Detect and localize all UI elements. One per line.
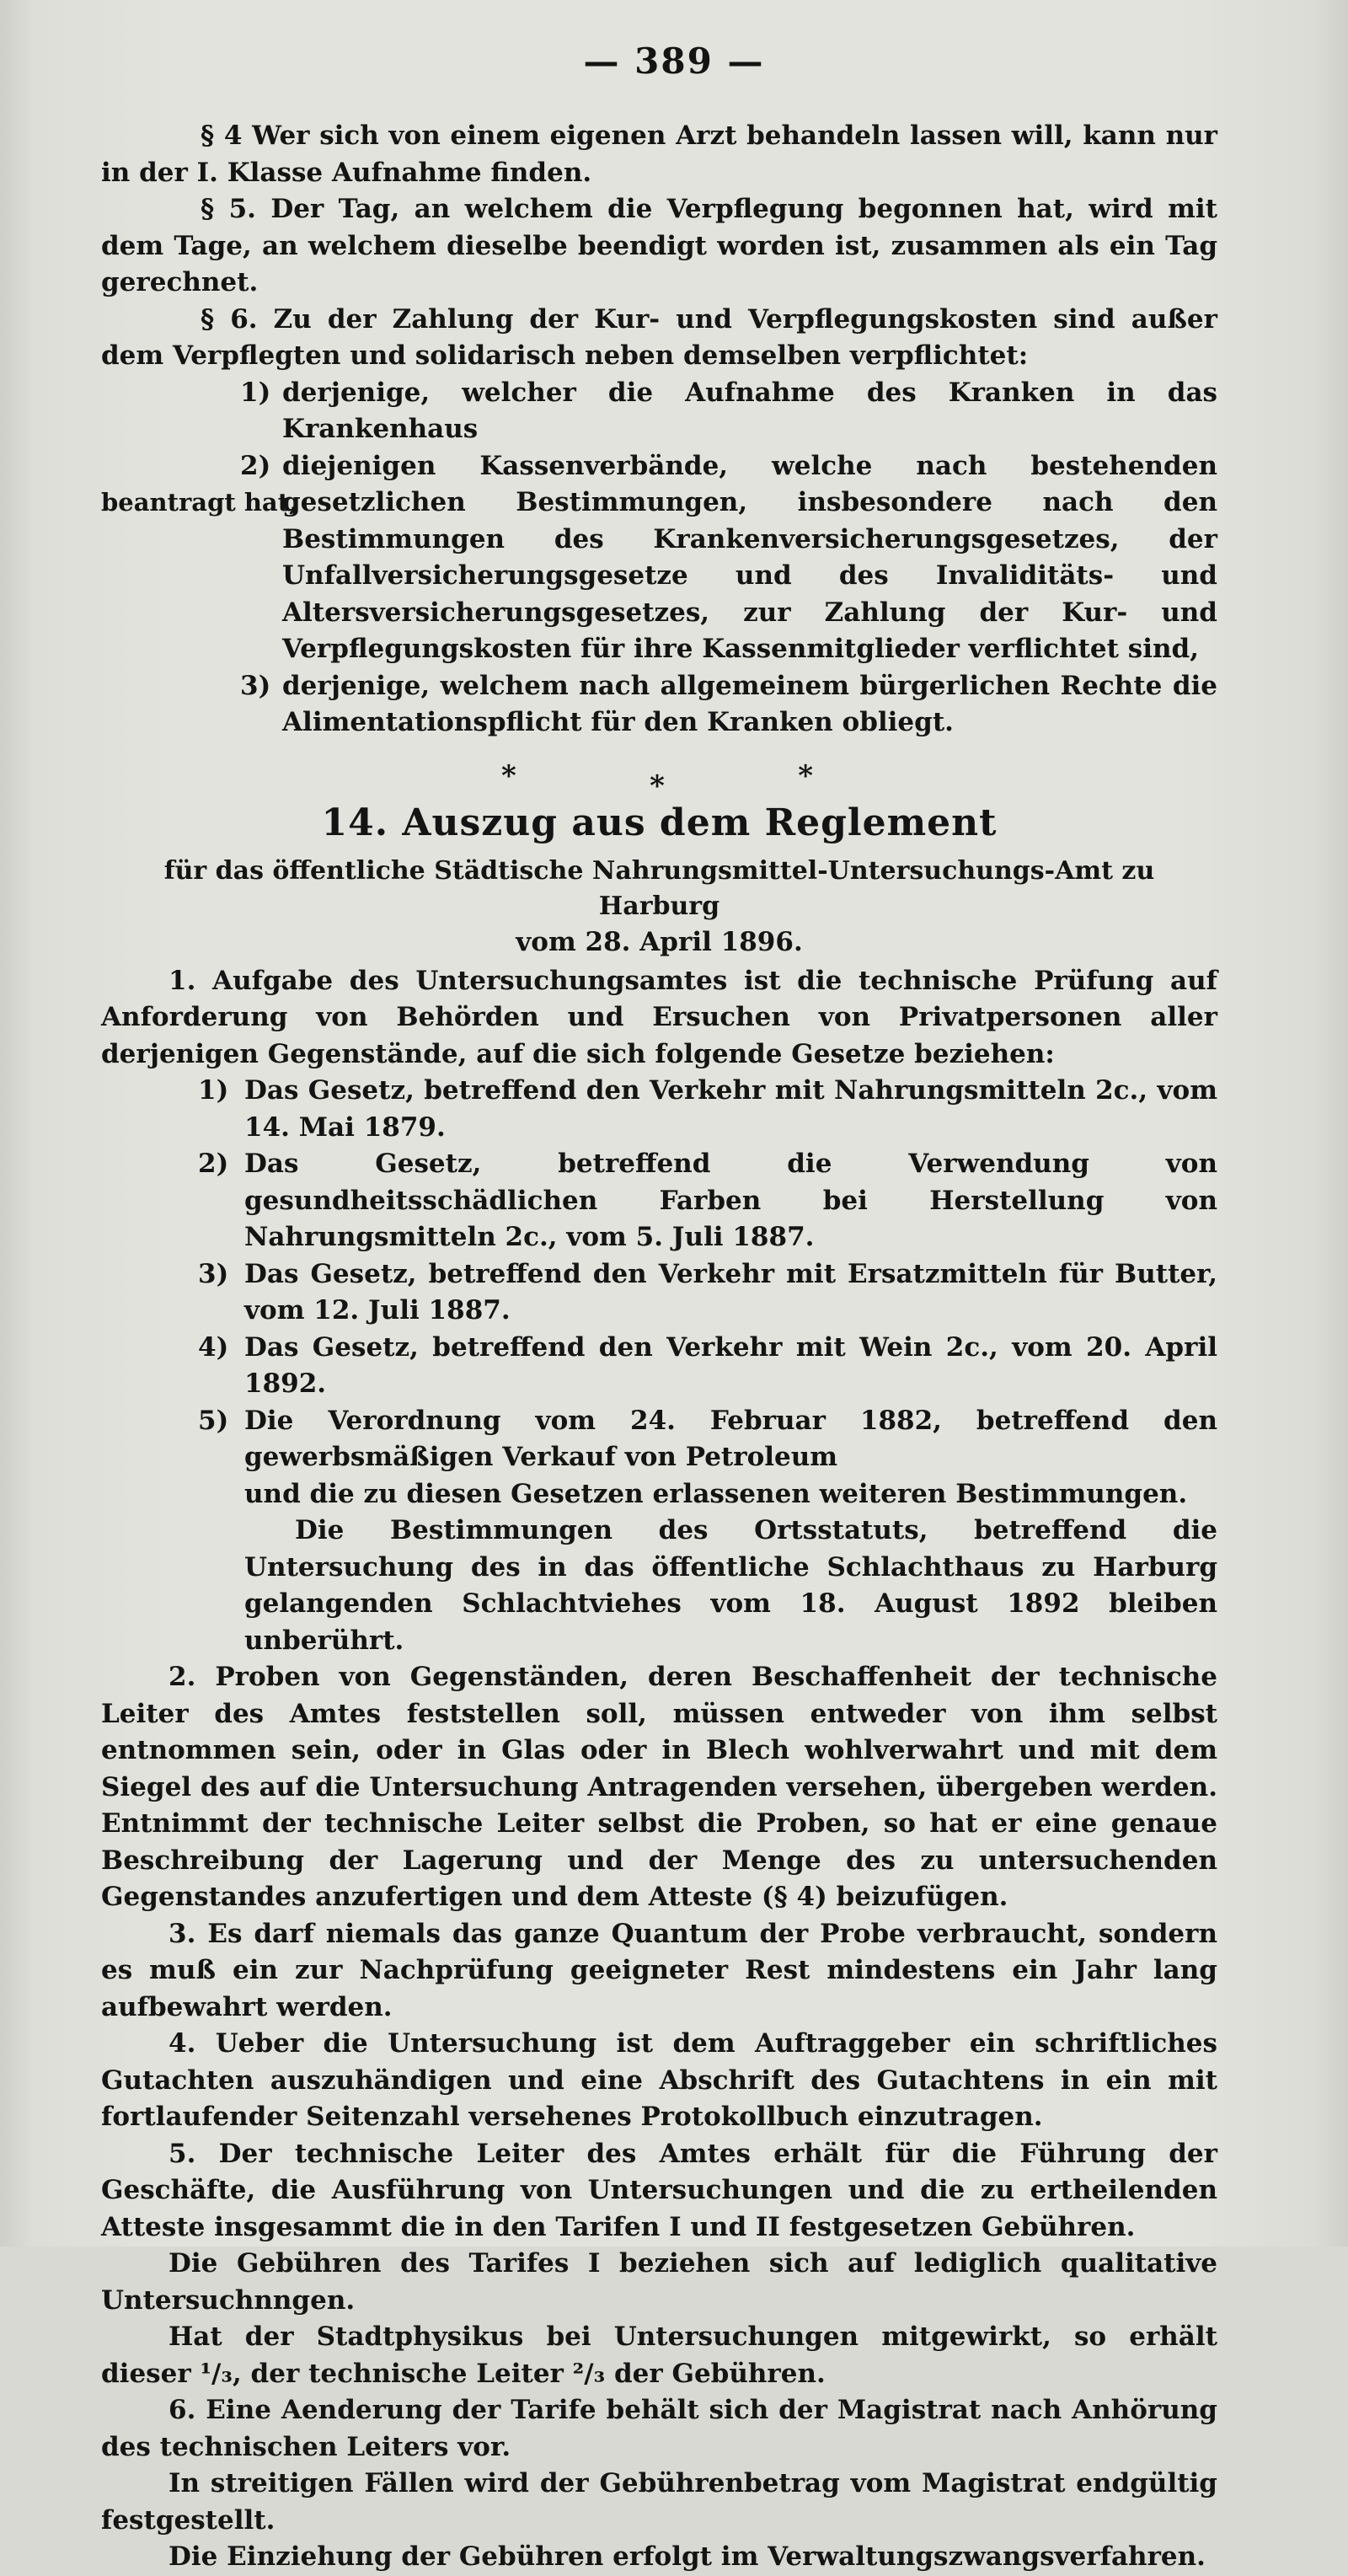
reglement-paragraph-5c: Hat der Stadtphysikus bei Untersuchungen mitgewirkt, so erhält dieser ¹/₃, der technische Leiter ²/₃ der Gebühren. — [101, 2322, 1217, 2389]
list-item — [240, 668, 1217, 742]
list-item-text: derjenige, welchem nach allgemeinem bürgerlichen Rechte die Alimentationspflicht für den Kranken obliegt. — [282, 670, 1217, 737]
section-title: 14. Auszug aus dem Reglement — [321, 801, 998, 844]
reglement-paragraph-1: 1. Aufgabe des Untersuchungsamtes ist die technische Prüfung auf Anforderung von Behörden und Ersuchen von Privatpersonen aller derjenigen Gegenstände, auf die sich folgende Gesetze beziehen: — [101, 965, 1217, 1069]
law-item — [198, 1146, 1217, 1256]
law-number: 1) — [198, 1075, 229, 1106]
star: * — [798, 758, 813, 793]
star: * — [501, 758, 516, 793]
law-number: 4) — [198, 1331, 229, 1363]
star: * — [650, 769, 665, 803]
list-item-text: derjenige, welcher die Aufnahme des Kranken in das Krankenhaus — [282, 377, 1217, 444]
paragraph-section-4: § 4 Wer sich von einem eigenen Arzt behandeln lassen will, kann nur in der I. Klasse Aufnahme finden. — [101, 120, 1217, 188]
reglement-paragraph-4: 4. Ueber die Untersuchung ist dem Auftraggeber ein schriftliches Gutachten auszuhändigen und eine Abschrift des Gutachtens in ein mit fortlaufender Seitenzahl versehenes Protokollbuch einzutragen. — [101, 2028, 1217, 2132]
law-item — [198, 1073, 1217, 1146]
paragraph-section-6: § 6. Zu der Zahlung der Kur- und Verpflegungskosten sind außer dem Verpflegten und solidarisch neben demselben verpflichtet: — [101, 303, 1217, 371]
section-subtitle: für das öffentliche Städtische Nahrungsmittel-Untersuchungs-Amt zu Harburg — [163, 855, 1155, 921]
reglement-paragraph-6c: Die Einziehung der Gebühren erfolgt im Verwaltungszwangsverfahren. — [168, 2541, 1206, 2572]
reglement-paragraph-2: 2. Proben von Gegenständen, deren Beschaffenheit der technische Leiter des Amtes feststellen soll, müssen entweder von ihm selbst entnommen sein, oder in Glas oder in Blech wohlverwahrt und mit dem Siegel des auf die Untersuchung Antragenden versehen, übergeben werden. Entnimmt der technische Leiter selbst die Proben, so hat er eine genaue Beschreibung der Lagerung und der Menge des zu untersuchenden Gegenstandes anzufertigen und dem Atteste (§ 4) beizufügen. — [101, 1662, 1217, 1912]
laws-note: Die Bestimmungen des Ortsstatuts, betreffend die Untersuchung des in das öffentliche Schlachthaus zu Harburg gelangenden Schlachtviehes vom 18. August 1892 bleiben unberührt. — [244, 1515, 1217, 1656]
reglement-paragraph-6: 6. Eine Aenderung der Tarife behält sich der Magistrat nach Anhörung des technischen Leiters vor. — [101, 2395, 1217, 2462]
list-item-number: 3) — [240, 670, 271, 701]
law-item — [198, 1256, 1217, 1330]
page-number: — 389 — — [583, 40, 765, 82]
list-item-text: diejenigen Kassenverbände, welche nach bestehenden gesetzlichen Bestimmungen, insbesondere nach den Bestimmungen des Krankenversicherungsgesetzes, der Unfallversicherungsgesetze und des Invaliditäts- und Altersversicherungsgesetzes, zur Zahlung der Kur- und Verpflegungskosten für ihre Kassenmitglieder verflichtet sind, — [282, 450, 1217, 664]
law-number: 2) — [198, 1149, 229, 1179]
margin-note: beantragt hat, — [101, 487, 298, 517]
law-text: Das Gesetz, betreffend die Verwendung von gesundheitsschädlichen Farben bei Herstellung von Nahrungsmitteln 2c., vom 5. Juli 1887. — [244, 1149, 1217, 1252]
paragraph-section-5: § 5. Der Tag, an welchem die Verpflegung begonnen hat, wird mit dem Tage, an welchem dieselbe beendigt worden ist, zusammen als ein Tag gerechnet. — [101, 194, 1217, 297]
reglement-paragraph-6b: In streitigen Fällen wird der Gebührenbetrag vom Magistrat endgültig festgestellt. — [101, 2468, 1217, 2536]
reglement-paragraph-5: 5. Der technische Leiter des Amtes erhält für die Führung der Geschäfte, die Ausführung von Untersuchungen und die zu ertheilenden Atteste insgesammt die in den Tarifen I und II festgesetzen Gebühren. — [101, 2138, 1217, 2242]
list-item — [101, 448, 1217, 668]
law-text: Das Gesetz, betreffend den Verkehr mit Ersatzmitteln für Butter, vom 12. Juli 1887. — [244, 1258, 1217, 1325]
list-item-number: 2) — [240, 450, 271, 481]
reglement-paragraph-5b: Die Gebühren des Tarifes I beziehen sich auf lediglich qualitative Untersuchnngen. — [101, 2248, 1217, 2316]
laws-continuation: und die zu diesen Gesetzen erlassenen weiteren Bestimmungen. — [244, 1478, 1188, 1509]
law-text: Das Gesetz, betreffend den Verkehr mit Nahrungsmitteln 2c., vom 14. Mai 1879. — [244, 1075, 1217, 1143]
law-text: Die Verordnung vom 24. Februar 1882, betreffend den gewerbsmäßigen Verkauf von Petroleum — [244, 1405, 1217, 1472]
reglement-paragraph-3: 3. Es darf niemals das ganze Quantum der Probe verbraucht, sondern es muß ein zur Nachprüfung geeigneter Rest mindestens ein Jahr lang aufbewahrt werden. — [101, 1918, 1217, 2022]
law-number: 3) — [198, 1258, 229, 1289]
list-item-number: 1) — [240, 377, 271, 408]
list-item — [240, 375, 1217, 448]
law-item — [198, 1330, 1217, 1403]
section-date: vom 28. April 1896. — [516, 926, 803, 957]
section-divider-stars — [501, 753, 813, 803]
law-number: 5) — [198, 1405, 229, 1436]
law-item — [198, 1403, 1217, 1476]
page-body — [101, 118, 1217, 2576]
law-text: Das Gesetz, betreffend den Verkehr mit Wein 2c., vom 20. April 1892. — [244, 1331, 1217, 1399]
